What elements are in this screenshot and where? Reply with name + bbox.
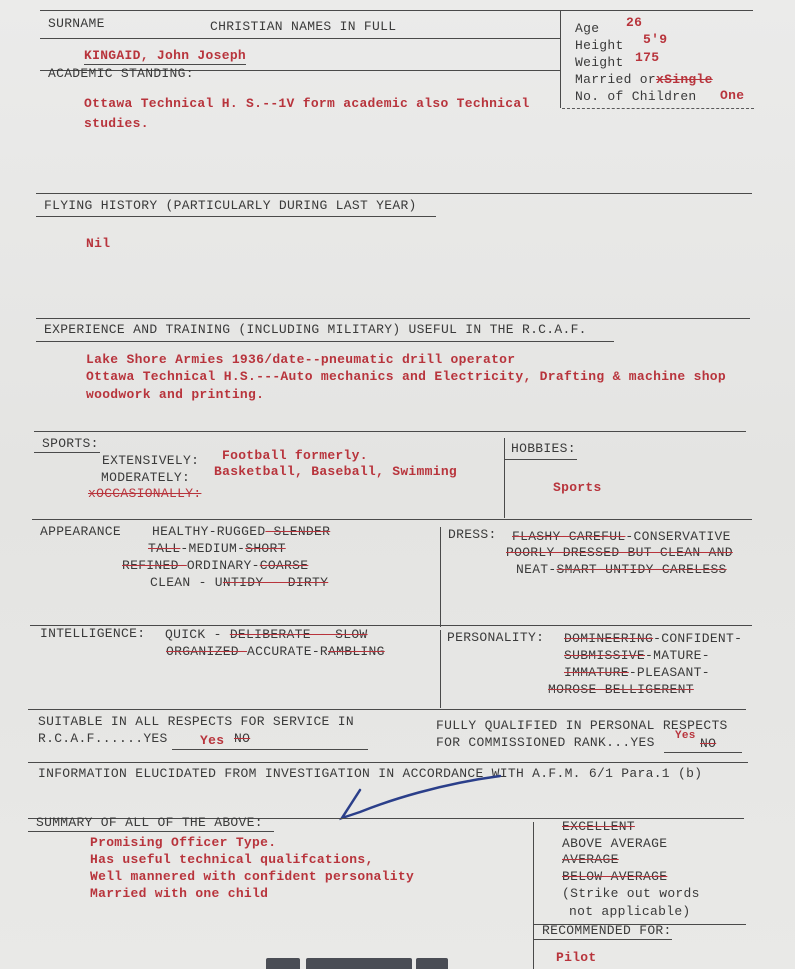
- experience-label: EXPERIENCE AND TRAINING (INCLUDING MILITARY) USEFUL IN THE R.C.A.F.: [44, 322, 587, 337]
- summary-line-3: Well mannered with confident personality: [90, 869, 415, 884]
- experience-line-2: Ottawa Technical H.S.---Auto mechanics and Electricity, Drafting & machine shop: [86, 369, 726, 384]
- hobbies-label: HOBBIES:: [511, 441, 576, 456]
- dress-struck: SMART-UNTIDY-CARELESS: [556, 562, 727, 577]
- academic-line-1: Ottawa Technical H. S.--1V form academic also Technical: [84, 96, 530, 111]
- rating-average: AVERAGE: [562, 852, 619, 867]
- extensively-label: EXTENSIVELY:: [102, 453, 200, 468]
- appearance-keep: ORDINARY-: [186, 558, 260, 573]
- appearance-line-3: [122, 558, 308, 573]
- personality-keep: -MATURE-: [645, 648, 710, 663]
- rule: [505, 459, 577, 460]
- personality-struck: SUBMISSIVE: [564, 648, 646, 663]
- qualified-answer-struck: NO: [700, 736, 717, 751]
- experience-line-3: woodwork and printing.: [86, 387, 265, 402]
- summary-line-4: Married with one child: [90, 886, 269, 901]
- sports-label: SPORTS:: [42, 436, 99, 451]
- occasionally-struck: xOCCASIONALLY:: [88, 486, 202, 501]
- suitable-answer: Yes: [200, 733, 225, 748]
- weight-value: 175: [635, 50, 660, 65]
- personality-line-2: [564, 648, 710, 663]
- rating-divider: [533, 822, 534, 969]
- appearance-struck: SHORT: [245, 541, 286, 556]
- flying-value: Nil: [86, 236, 111, 251]
- appearance-label: APPEARANCE: [40, 524, 122, 539]
- personality-struck: IMMATURE: [564, 665, 629, 680]
- dress-divider: [440, 527, 441, 627]
- intelligence-label: INTELLIGENCE:: [40, 626, 146, 641]
- weight-label: Weight: [575, 55, 624, 70]
- intelligence-keep: ACCURATE-R: [247, 644, 329, 659]
- personality-keep: -CONFIDENT-: [653, 631, 743, 646]
- intelligence-line-1: [165, 627, 368, 642]
- summary-line-1: Promising Officer Type.: [90, 835, 277, 850]
- rule: [534, 939, 672, 940]
- investigation-label: INFORMATION ELUCIDATED FROM INVESTIGATION IN ACCORDANCE WITH A.F.M. 6/1 Para.1 (b): [38, 766, 703, 781]
- flying-label: FLYING HISTORY (PARTICULARLY DURING LAST YEAR): [44, 198, 417, 213]
- personality-line-1: [564, 631, 742, 646]
- appearance-keep: -MEDIUM-: [180, 541, 246, 556]
- intelligence-line-2: [166, 644, 385, 659]
- rule: [172, 749, 368, 750]
- rating-note-1: (Strike out words: [562, 886, 700, 901]
- rule: [36, 216, 436, 217]
- personality-divider: [440, 630, 441, 708]
- rule: [36, 193, 752, 194]
- dress-line-2: POORLY DRESSED BUT CLEAN AND: [506, 545, 733, 560]
- dress-line-3: [516, 562, 727, 577]
- appearance-line-1: [152, 524, 330, 539]
- rule: [664, 752, 742, 753]
- appearance-line-2: [148, 541, 286, 556]
- rating-above-average: ABOVE AVERAGE: [562, 836, 668, 851]
- appearance-struck: NTIDY - DIRTY: [222, 575, 329, 590]
- rule: [28, 831, 274, 832]
- appearance-keep: CLEAN - U: [150, 575, 223, 590]
- personality-keep: -PLEASANT-: [628, 665, 710, 680]
- rule: [40, 38, 560, 39]
- applicant-name: KINGAID, John Joseph: [84, 48, 247, 63]
- height-label: Height: [575, 38, 624, 53]
- children-label: No. of Children: [575, 89, 697, 104]
- dress-keep: NEAT-: [516, 562, 557, 577]
- experience-line-1: Lake Shore Armies 1936/date--pneumatic drill operator: [86, 352, 516, 367]
- rule: [34, 431, 746, 432]
- viewer-toolbar-button[interactable]: [266, 958, 300, 969]
- hobbies-value: Sports: [553, 480, 602, 495]
- personality-struck: DOMINEERING: [564, 631, 654, 646]
- recommended-label: RECOMMENDED FOR:: [542, 923, 672, 938]
- summary-label: SUMMARY OF ALL OF THE ABOVE:: [36, 815, 263, 830]
- appearance-struck: COARSE: [259, 558, 309, 573]
- surname-label: SURNAME: [48, 16, 105, 31]
- hobbies-divider: [504, 438, 505, 518]
- personality-line-4: MOROSE-BELLIGERENT: [548, 682, 694, 697]
- viewer-toolbar-button[interactable]: [416, 958, 448, 969]
- christian-names-label: CHRISTIAN NAMES IN FULL: [210, 19, 397, 34]
- rule: [34, 452, 100, 453]
- academic-label: ACADEMIC STANDING:: [48, 66, 194, 81]
- header-divider: [560, 10, 561, 108]
- dress-keep: -CONSERVATIVE: [625, 529, 731, 544]
- rule: [36, 341, 614, 342]
- married-label: [575, 72, 713, 87]
- married-struck: xSingle: [656, 72, 713, 87]
- height-value: 5'9: [643, 32, 668, 47]
- suitable-line-2: R.C.A.F......YES: [38, 731, 168, 746]
- appearance-struck: -SLENDER: [265, 524, 331, 539]
- rating-below-average: BELOW AVERAGE: [562, 869, 668, 884]
- summary-line-2: Has useful technical qualifcations,: [90, 852, 374, 867]
- rule: [28, 709, 746, 710]
- rule: [40, 10, 753, 11]
- personality-line-3: [564, 665, 710, 680]
- qualified-answer: Yes: [675, 730, 696, 742]
- children-value: One: [720, 88, 745, 103]
- academic-line-2: studies.: [84, 116, 149, 131]
- intelligence-keep: QUICK -: [165, 627, 230, 642]
- dress-label: DRESS:: [448, 527, 497, 542]
- age-label: Age: [575, 21, 600, 36]
- appearance-struck: TALL: [148, 541, 181, 556]
- intelligence-struck: ORGANIZED-: [166, 644, 248, 659]
- rule: [36, 318, 750, 319]
- dress-line-1: [512, 529, 731, 544]
- qualified-line-1: FULLY QUALIFIED IN PERSONAL RESPECTS: [436, 718, 728, 733]
- qualified-line-2: FOR COMMISSIONED RANK...YES: [436, 735, 655, 750]
- married-label-text: Married or: [575, 72, 657, 87]
- rule: [32, 519, 752, 520]
- suitable-line-1: SUITABLE IN ALL RESPECTS FOR SERVICE IN: [38, 714, 354, 729]
- recommended-value: Pilot: [556, 950, 597, 965]
- intelligence-struck: AMBLING: [328, 644, 385, 659]
- personality-label: PERSONALITY:: [447, 630, 545, 645]
- rating-excellent: EXCELLENT: [562, 819, 635, 834]
- dress-struck: FLASHY-CAREFUL: [512, 529, 626, 544]
- moderately-label: MODERATELY:: [101, 470, 191, 485]
- moderately-value: Basketball, Baseball, Swimming: [214, 464, 458, 479]
- extensively-value: Football formerly.: [222, 448, 368, 463]
- rating-note-2: not applicable): [569, 904, 691, 919]
- intelligence-struck: DELIBERATE - SLOW: [229, 627, 368, 642]
- age-value: 26: [626, 15, 643, 30]
- rule: [28, 762, 748, 763]
- suitable-answer-struck: NO: [234, 731, 251, 746]
- appearance-line-4: [150, 575, 328, 590]
- viewer-toolbar-slider[interactable]: [306, 958, 412, 969]
- rule: [562, 108, 754, 109]
- appearance-keep: HEALTHY-RUGGED: [152, 524, 266, 539]
- appearance-struck: REFINED-: [122, 558, 187, 573]
